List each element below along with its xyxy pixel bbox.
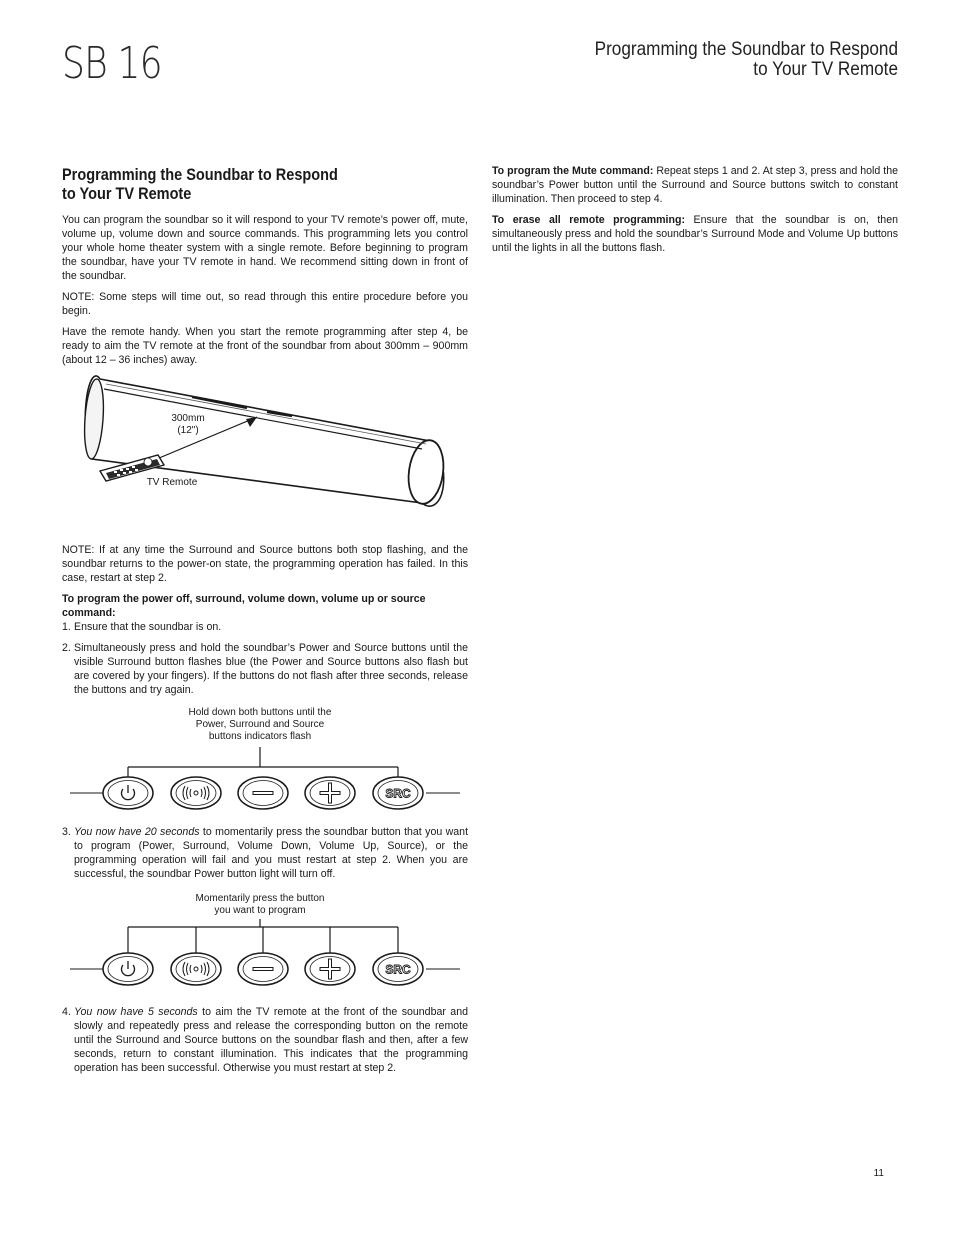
hold-buttons-drawing — [62, 707, 468, 819]
step-3 — [62, 825, 468, 881]
volume-up-button-2 — [305, 953, 355, 985]
procedure-step-3 — [62, 825, 468, 881]
erase-programming-text: Ensure that the soundbar is on, then simultaneously press and hold the soundbar’s Surround Mode and Volume Up buttons until the lights in all the buttons flash. — [492, 214, 898, 254]
step-4-emphasis: You now have 5 seconds — [74, 1006, 198, 1018]
step-3-number: 3. — [62, 826, 71, 838]
mute-command-text: Repeat steps 1 and 2. At step 3, press and hold the soundbar’s Power button until the Surround and Source buttons switch to constant illumination. Then proceed to step 4. — [492, 165, 898, 205]
step-2-text: Simultaneously press and hold the soundbar’s Power and Source buttons until the visible Surround button flashes blue (the Power and Source buttons also flash but are covered by your fingers). If the buttons do not flash after three seconds, release the buttons and try again. — [74, 642, 468, 696]
step-3-text: to momentarily press the soundbar button that you want to program (Power, Surround, Volume Down, Volume Up, Source), or the programming operation will fail and you must restart at step 2. When you are successful, the soundbar Power button light will turn off. — [74, 826, 469, 880]
intro-paragraph: You can program the soundbar so it will respond to your TV remote’s power off, mute, volume up, volume down and source commands. This programming lets you control your whole home theater system with a single remote. Before beginning to program the soundbar, have your TV remote in hand. We recommend sitting down in front of the soundbar. — [62, 214, 468, 282]
distance-inches: (12") — [177, 425, 199, 436]
power-button-2 — [103, 953, 153, 985]
source-button-2 — [373, 953, 423, 985]
step-1 — [62, 620, 468, 634]
press-caption-line-1: Momentarily press the button — [195, 893, 325, 904]
step-3-emphasis: You now have 20 seconds — [74, 826, 200, 838]
procedure-step-4 — [62, 1005, 468, 1075]
step-2 — [62, 641, 468, 697]
volume-down-button-2 — [238, 953, 288, 985]
mute-command-heading: To program the Mute command: — [492, 165, 654, 177]
hold-caption-line-2: Power, Surround and Source — [195, 719, 325, 730]
mute-command-paragraph — [492, 164, 898, 206]
source-button-2-label: SRC — [385, 962, 411, 977]
failure-note: NOTE: If at any time the Surround and Source buttons both stop flashing, and the soundbar returns to the power-on state, the programming operation has failed. In this case, restart at step 2. — [62, 544, 468, 584]
surround-button-2 — [171, 953, 221, 985]
source-button — [373, 777, 423, 809]
power-button — [103, 777, 153, 809]
right-column — [492, 164, 898, 262]
timeout-note: NOTE: Some steps will time out, so read through this entire procedure before you begin. — [62, 291, 468, 317]
erase-programming-heading: To erase all remote programming: — [492, 214, 685, 226]
volume-down-button — [238, 777, 288, 809]
step-4-text: to aim the TV remote at the front of the soundbar and slowly and repeatedly press and release the corresponding button on the remote until the Surround and Source buttons on the soundbar flash and then, after a few seconds, return to constant illumination. This indicates that the programming operation has been successful. Otherwise you must restart at step 2. — [74, 1006, 468, 1074]
hold-caption-line-1: Hold down both buttons until the — [188, 707, 332, 718]
erase-programming-paragraph — [492, 213, 898, 255]
step-1-text: Ensure that the soundbar is on. — [74, 621, 222, 633]
distance-label — [158, 413, 218, 437]
distance-mm: 300mm — [171, 413, 205, 424]
step-4 — [62, 1005, 468, 1075]
left-column — [62, 166, 468, 1082]
press-buttons-drawing — [62, 891, 468, 995]
model-name: SB 16 — [62, 38, 162, 89]
procedure-heading: To program the power off, surround, volume down, volume up or source command: — [62, 593, 426, 619]
surround-button — [171, 777, 221, 809]
press-button-illustration — [62, 891, 468, 995]
hold-caption-line-3: buttons indicators flash — [208, 731, 312, 742]
section-title-line-2: to Your TV Remote — [62, 185, 192, 203]
source-button-label: SRC — [385, 786, 411, 801]
step-4-number: 4. — [62, 1006, 71, 1018]
step-2-number: 2. — [62, 642, 71, 654]
press-caption-line-2: you want to program — [214, 905, 306, 916]
hold-buttons-illustration — [62, 707, 468, 819]
soundbar-remote-illustration — [62, 375, 468, 533]
procedure-steps-1-2 — [62, 620, 468, 697]
remote-handy-paragraph: Have the remote handy. When you start the remote programming after step 4, be ready to aim the TV remote at the front of the soundbar from about 300mm – 900mm (about 12 – 36 inches) away. — [62, 326, 468, 366]
soundbar-drawing — [62, 375, 468, 533]
section-title-line-1: Programming the Soundbar to Respond — [62, 166, 338, 184]
page-header-title: Programming the Soundbar to Respond to Your TV Remote — [594, 38, 898, 80]
page-number: 11 — [873, 1168, 884, 1179]
section-title — [62, 166, 476, 204]
volume-up-button — [305, 777, 355, 809]
step-1-number: 1. — [62, 621, 71, 633]
tv-remote-label: TV Remote — [146, 477, 198, 488]
